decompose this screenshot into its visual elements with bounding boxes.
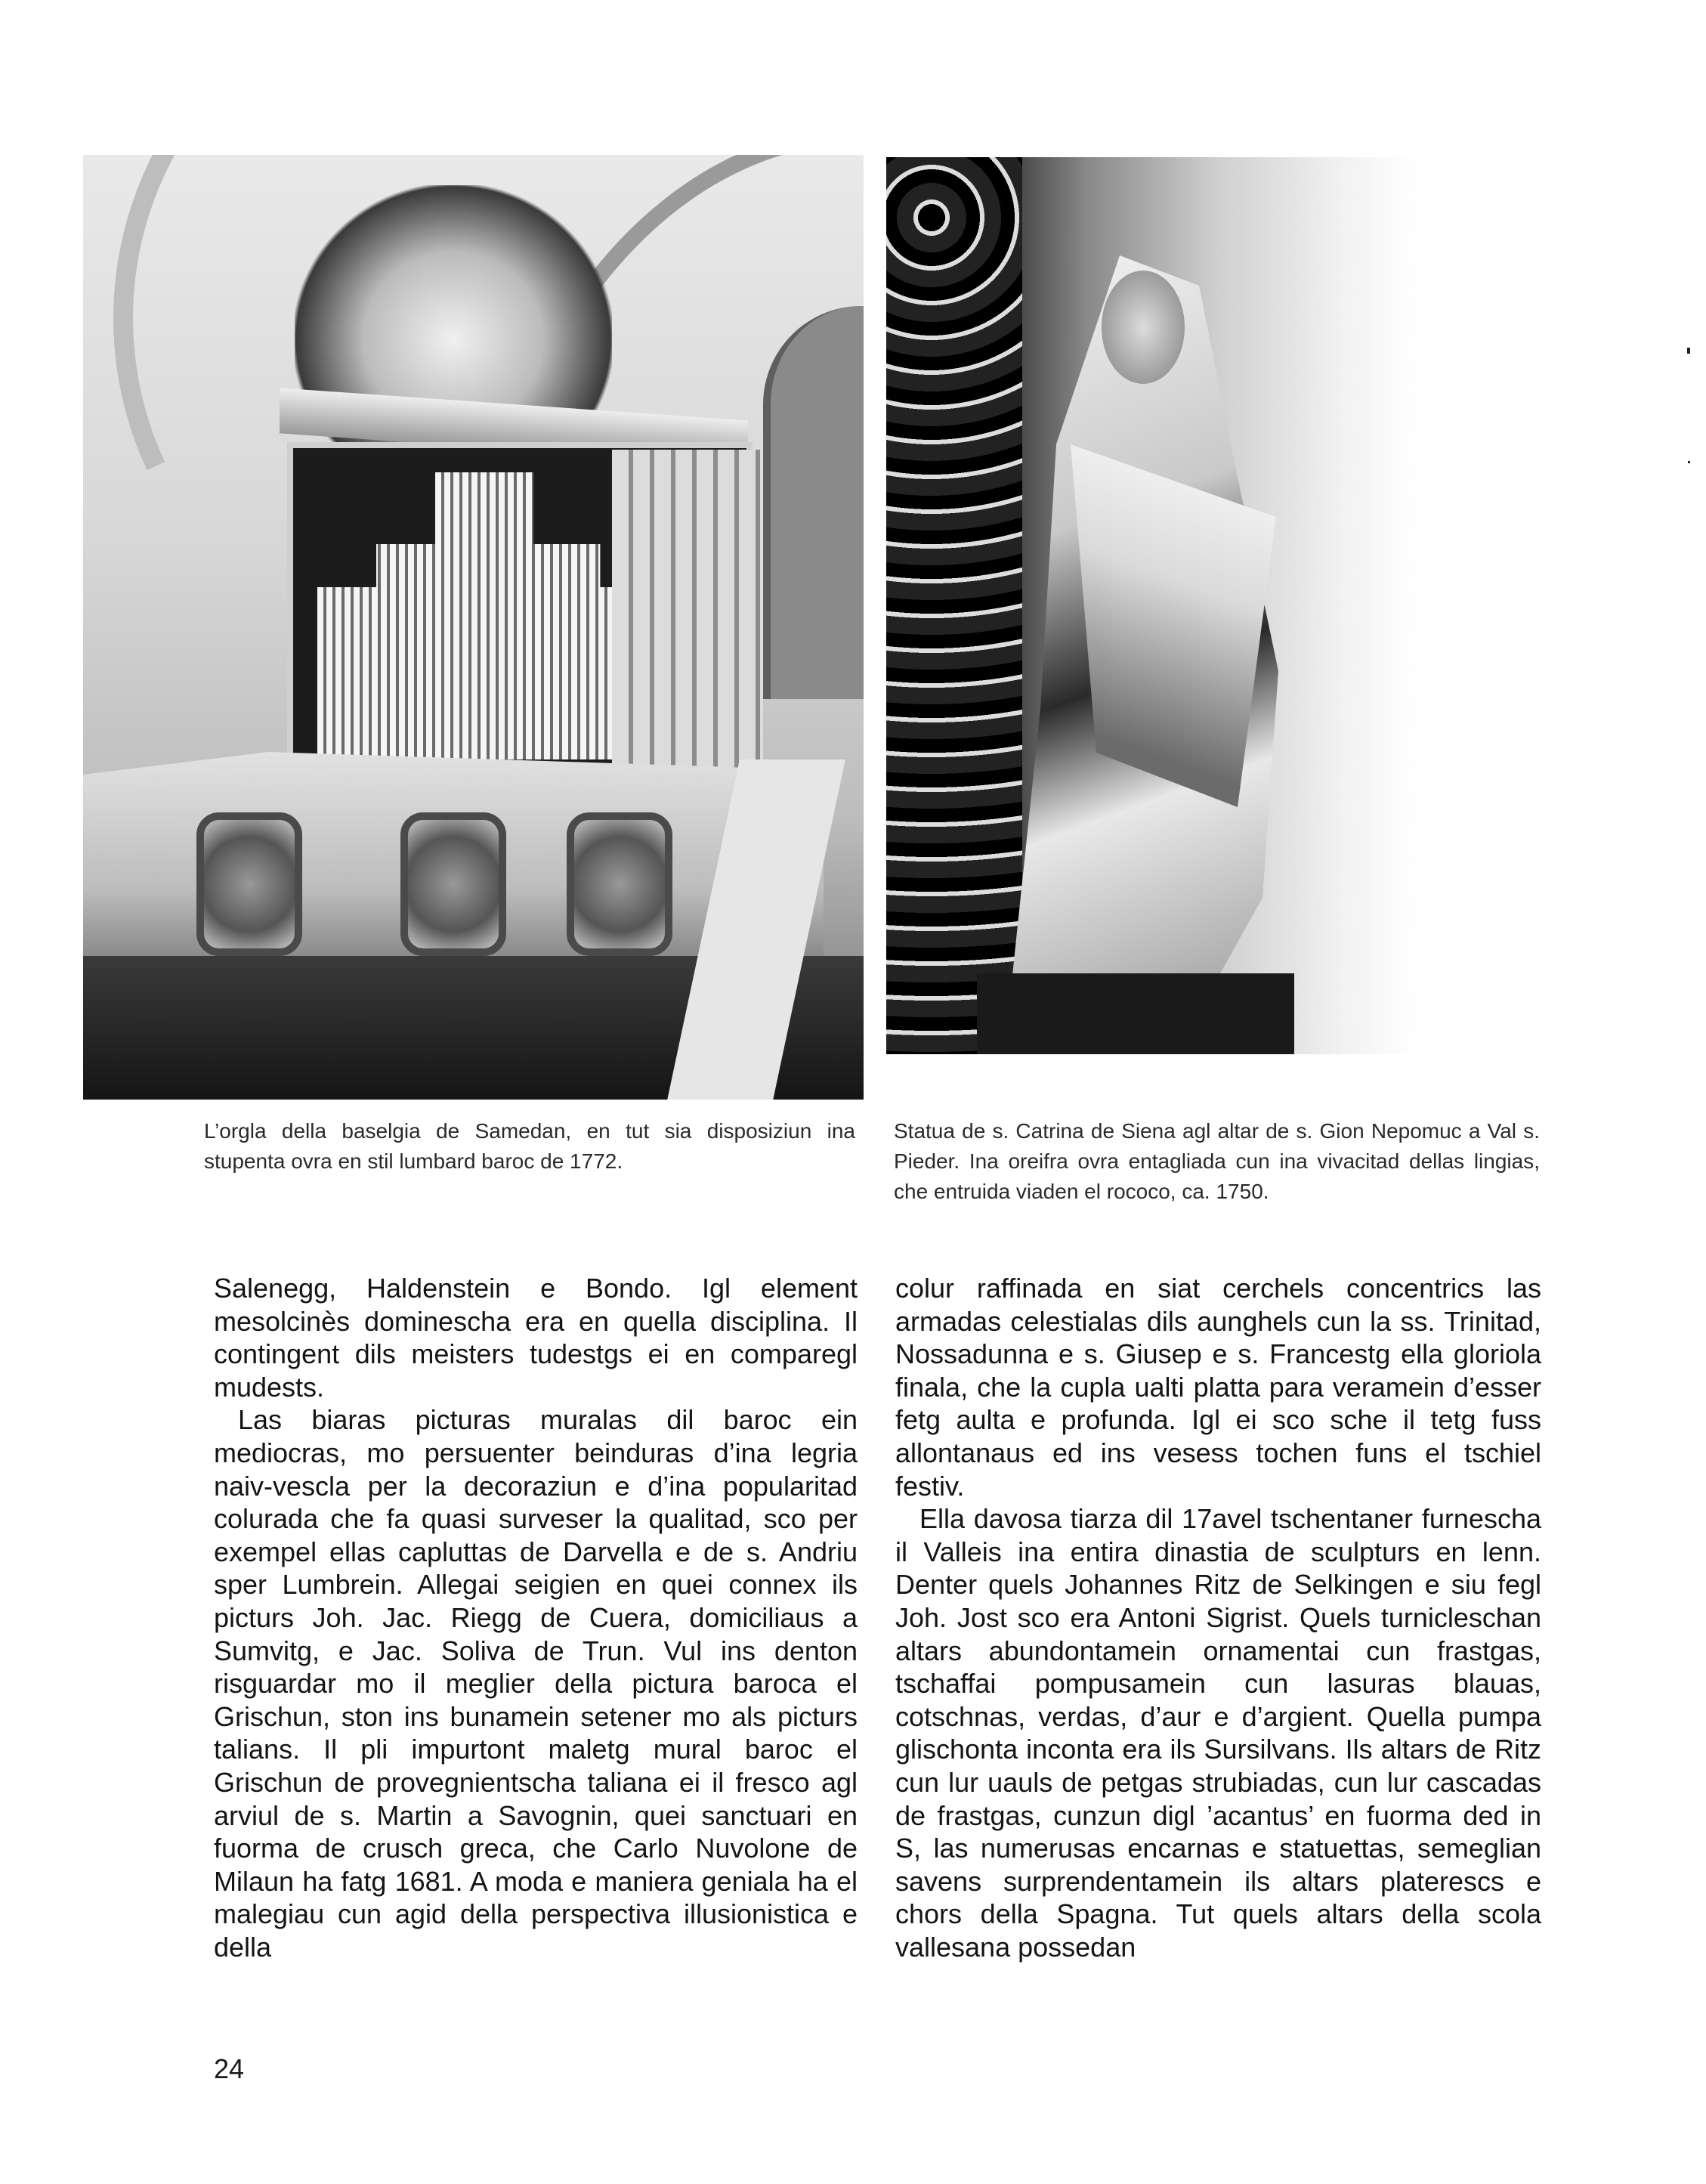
statue-photo: [886, 157, 1418, 1054]
text-column-left: [214, 1272, 858, 1963]
balustrade-panel: [567, 812, 672, 956]
church-arch: [763, 306, 864, 699]
figure-caption-statue: Statua de s. Catrina de Siena agl altar de s. Gion Nepomuc a Val s. Pieder. Ina oreifra ovra entagliada cun ina vivacitad dellas lingias, che entruida viaden el rococo, ca. 1750.: [894, 1119, 1540, 1203]
paragraph: Las biaras picturas muralas dil baroc ein mediocras, mo persuenter beinduras d’ina legria naiv-vescla per la decoraziun e d’ina popularitad colurada che fa quasi surveser la qualitad, sco per exempel ellas capluttas de Darvella e de s. Andriu sper Lumbrein. Allegai seigien en quei connex ils picturs Joh. Jac. Riegg de Cuera, domiciliaus a Sumvitg, e Jac. Soliva de Trun. Vul ins denton risguardar mo il meglier della pictura baroca el Grischun, ston ins bunamein setener mo als picturs talians. Il pli impurtont maletg mural baroc el Grischun de provegnientscha taliana ei il fresco agl arviul de s. Martin a Savognin, quei sanctuari en fuorma de crusch greca, che Carlo Nuvolone de Milaun ha fatg 1681. A moda e maniera geniala ha el malegiau cun agid della perspectiva illusionistica e della: [214, 1404, 858, 1963]
paragraph: colur raffinada en siat cerchels concentrics las armadas celestialas dils aunghels cun la ss. Trinitad, Nossadunna e s. Giusep e s. Francestg ella gloriola finala, che la cupla ualti platta para veramein d’esser fetg aulta e profunda. Igl ei sco sche il tetg fuss allontanaus ed ins vesess tochen funs el tschiel festiv.: [895, 1273, 1541, 1502]
statue-base: [977, 973, 1294, 1054]
acanthus-carving: [886, 157, 1022, 1054]
page-number: 24: [214, 2053, 245, 2084]
balustrade-panel: [196, 812, 302, 956]
paragraph: Ella davosa tiarza dil 17avel tschentaner furnescha il Valleis ina entira dinastia de sculpturs en lenn. Denter quels Johannes Ritz de Selkingen e siu fegl Joh. Jost sco era Antoni Sigrist. Quels turnicleschan altars abundontamein ornamentai cun frastgas, tschaffai pompusamein cun lasuras blauas, cotschnas, verdas, d’aur e d’argient. Quella pumpa glischonta inconta era ils Sursilvans. Ils altars de Ritz cun lur uauls de petgas strubiadas, cun lur cascadas de frastgas, cunzun digl ’acantus’ en fuorma ded in S, las numerusas encarnas e statuettas, semeglian savens surprendentamein ils altars platerescs e chors della Spagna. Tut quels altars della scola vallesana possedan: [895, 1503, 1541, 1963]
text-column-right: [895, 1272, 1541, 1963]
scan-speck: [1688, 461, 1690, 463]
organ-side-panel: [612, 450, 763, 767]
organ-photo: [83, 155, 864, 1100]
balustrade-panel: [400, 812, 506, 956]
statue-face: [1102, 271, 1185, 384]
scan-speck: [1687, 348, 1690, 354]
figure-caption-organ: L’orgla della baselgia de Samedan, en tut sia disposiziun ina stupenta ovra en stil lumbard baroc de 1772.: [204, 1119, 855, 1173]
paragraph: Salenegg, Haldenstein e Bondo. Igl element mesolcinès dominescha era en quella disciplina. Il contingent dils meisters tudestgs ei en comparegl mudests.: [214, 1273, 858, 1403]
